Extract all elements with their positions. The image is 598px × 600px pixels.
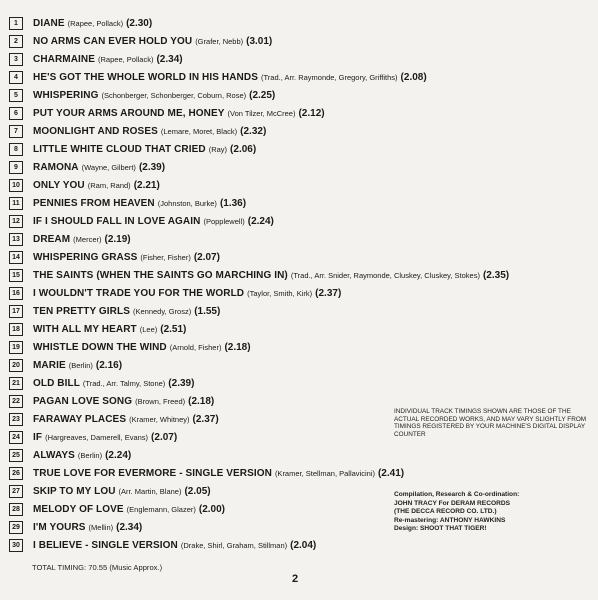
track-credits: (Johnston, Burke) [157,198,217,208]
production-credits [394,491,590,534]
track-number-box: 7 [9,125,23,138]
track-credits: (Berlin) [68,360,93,370]
track-time: (2.07) [151,431,178,443]
track-title: HE'S GOT THE WHOLE WORLD IN HIS HANDS [33,71,258,83]
track-time: (2.34) [156,53,183,65]
track-credits: (Berlin) [77,450,103,460]
track-credits: (Wayne, Gilbert) [81,162,136,172]
track-number-box: 10 [9,179,23,192]
track-title: PUT YOUR ARMS AROUND ME, HONEY [33,107,225,119]
track-time: (2.21) [133,179,160,191]
track-row [9,338,589,356]
track-time: (2.30) [126,17,153,29]
track-title: LITTLE WHITE CLOUD THAT CRIED [33,143,206,155]
credit-line: Re-mastering: ANTHONY HAWKINS [394,516,506,524]
total-timing: TOTAL TIMING: 70.55 (Music Approx.) [32,563,163,572]
track-time: (1.55) [194,305,221,317]
track-number-box: 15 [9,269,23,282]
track-credits: (Brown, Freed) [135,396,186,406]
track-credits: (Arnold, Fisher) [169,342,222,352]
track-number-box: 26 [9,467,23,480]
track-row [9,212,589,230]
track-credits: (Kramer, Whitney) [129,414,190,424]
track-title: WHISTLE DOWN THE WIND [33,341,167,353]
track-time: (2.35) [482,269,510,281]
track-credits: (Arr. Martin, Blane) [118,486,182,496]
track-time: (2.00) [198,503,225,515]
track-time: (2.32) [240,125,267,137]
track-row [9,302,589,320]
track-time: (2.18) [224,341,251,353]
track-number-box: 18 [9,323,23,336]
track-title: THE SAINTS (WHEN THE SAINTS GO MARCHING IN) [33,269,288,281]
track-row [9,158,589,176]
track-number-box: 13 [9,233,23,246]
track-title: WHISPERING GRASS [33,251,138,263]
track-number-box: 6 [9,107,23,120]
track-title: IF [33,431,43,443]
track-time: (2.05) [184,485,211,497]
track-row [9,86,589,104]
track-title: MELODY OF LOVE [33,503,124,515]
track-row [9,356,589,374]
track-row [9,464,589,482]
track-time: (2.37) [315,287,342,299]
track-number-box: 3 [9,53,23,66]
track-time: (2.25) [249,89,276,101]
track-title: I WOULDN'T TRADE YOU FOR THE WORLD [33,287,245,299]
track-title: DREAM [33,233,71,245]
track-time: (2.41) [377,467,405,479]
track-title: CHARMAINE [33,53,96,65]
track-credits: (Drake, Shirl, Graham, Stillman) [180,540,288,550]
track-title: RAMONA [33,161,79,173]
track-row [9,446,589,464]
track-credits: (Hargreaves, Damerell, Evans) [45,432,149,442]
track-number-box: 21 [9,377,23,390]
track-credits: (Lemare, Moret, Black) [160,126,238,136]
track-time: (2.16) [95,359,123,371]
track-title: TEN PRETTY GIRLS [33,305,130,317]
track-number-box: 24 [9,431,23,444]
track-row [9,32,589,50]
track-credits: (Kramer, Stellman, Pallavicini) [274,468,375,478]
track-row [9,230,589,248]
track-number-box: 23 [9,413,23,426]
track-row [9,122,589,140]
track-credits: (Englemann, Glazer) [126,504,196,514]
track-title: PENNIES FROM HEAVEN [33,197,155,209]
track-row [9,194,589,212]
track-row [9,14,589,32]
track-row [9,320,589,338]
track-title: ALWAYS [33,449,75,461]
track-number-box: 4 [9,71,23,84]
track-number-box: 11 [9,197,23,210]
track-time: (2.06) [230,143,257,155]
track-credits: (Taylor, Smith, Kirk) [247,288,313,298]
track-number-box: 2 [9,35,23,48]
track-time: (2.04) [290,539,317,551]
track-time: (2.07) [193,251,220,263]
track-row [9,266,589,284]
track-row [9,68,589,86]
track-title: PAGAN LOVE SONG [33,395,133,407]
track-credits: (Trad., Arr. Snider, Raymonde, Cluskey, Cluskey, Stokes) [290,270,480,280]
track-number-box: 9 [9,161,23,174]
track-credits: (Rapee, Pollack) [98,54,154,64]
track-number-box: 27 [9,485,23,498]
track-credits: (Kennedy, Grosz) [132,306,192,316]
track-title: MOONLIGHT AND ROSES [33,125,158,137]
track-number-box: 19 [9,341,23,354]
track-list [9,14,589,554]
track-title: DIANE [33,17,65,29]
track-time: (2.37) [192,413,219,425]
track-number-box: 1 [9,17,23,30]
track-row [9,248,589,266]
track-credits: (Ray) [208,144,228,154]
credit-line: Design: SHOOT THAT TIGER! [394,525,487,533]
track-row [9,374,589,392]
track-title: WITH ALL MY HEART [33,323,137,335]
track-number-box: 29 [9,521,23,534]
track-credits: (Mercer) [73,234,102,244]
track-title: TRUE LOVE FOR EVERMORE - SINGLE VERSION [33,467,272,479]
track-row [9,536,589,554]
timing-disclaimer: INDIVIDUAL TRACK TIMINGS SHOWN ARE THOSE OF THE ACTUAL RECORDED WORKS, AND MAY VARY SLIGHTLY FROM TIMINGS REGISTERED BY YOUR MACHINE'S DIGITAL DISPLAY COUNTER [394,408,587,438]
track-credits: (Fisher, Fisher) [140,252,191,262]
track-time: (2.24) [105,449,132,461]
track-time: (2.39) [138,161,166,173]
track-time: (2.51) [160,323,187,335]
track-time: (1.36) [219,197,247,209]
track-time: (2.18) [188,395,215,407]
track-credits: (Schonberger, Schonberger, Coburn, Rose) [101,90,247,100]
track-row [9,140,589,158]
credit-line: (THE DECCA RECORD CO. LTD.) [394,508,497,516]
track-row [9,104,589,122]
track-time: (2.24) [247,215,274,227]
page-number: 2 [292,573,299,585]
track-number-box: 12 [9,215,23,228]
track-number-box: 5 [9,89,23,102]
track-title: SKIP TO MY LOU [33,485,116,497]
track-title: I BELIEVE - SINGLE VERSION [33,539,178,551]
track-number-box: 14 [9,251,23,264]
track-row [9,50,589,68]
track-credits: (Trad., Arr. Talmy, Stone) [82,378,166,388]
track-credits: (Mellin) [88,522,114,532]
track-credits: (Rapee, Pollack) [67,18,124,28]
track-title: I'M YOURS [33,521,86,533]
track-number-box: 30 [9,539,23,552]
track-credits: (Grafer, Nebb) [195,36,244,46]
track-number-box: 8 [9,143,23,156]
track-time: (3.01) [246,35,273,47]
track-credits: (Popplewell) [203,216,245,226]
track-credits: (Lee) [139,324,158,334]
track-time: (2.34) [116,521,143,533]
track-title: WHISPERING [33,89,99,101]
track-number-box: 22 [9,395,23,408]
track-title: NO ARMS CAN EVER HOLD YOU [33,35,193,47]
track-title: OLD BILL [33,377,80,389]
track-time: (2.19) [104,233,131,245]
track-number-box: 25 [9,449,23,462]
track-number-box: 20 [9,359,23,372]
track-title: FARAWAY PLACES [33,413,127,425]
track-title: ONLY YOU [33,179,85,191]
credit-line: JOHN TRACY For DERAM RECORDS [394,499,511,507]
track-number-box: 17 [9,305,23,318]
track-credits: (Trad., Arr. Raymonde, Gregory, Griffiths) [260,72,398,82]
track-title: MARIE [33,359,66,371]
track-time: (2.39) [168,377,195,389]
track-number-box: 28 [9,503,23,516]
credit-line: Compilation, Research & Co-ordination: [394,491,520,498]
track-title: IF I SHOULD FALL IN LOVE AGAIN [33,215,201,227]
track-number-box: 16 [9,287,23,300]
track-time: (2.08) [400,71,427,83]
track-credits: (Von Tilzer, McCree) [227,108,296,118]
track-row [9,284,589,302]
track-credits: (Ram, Rand) [87,180,131,190]
track-row [9,176,589,194]
track-time: (2.12) [298,107,325,119]
